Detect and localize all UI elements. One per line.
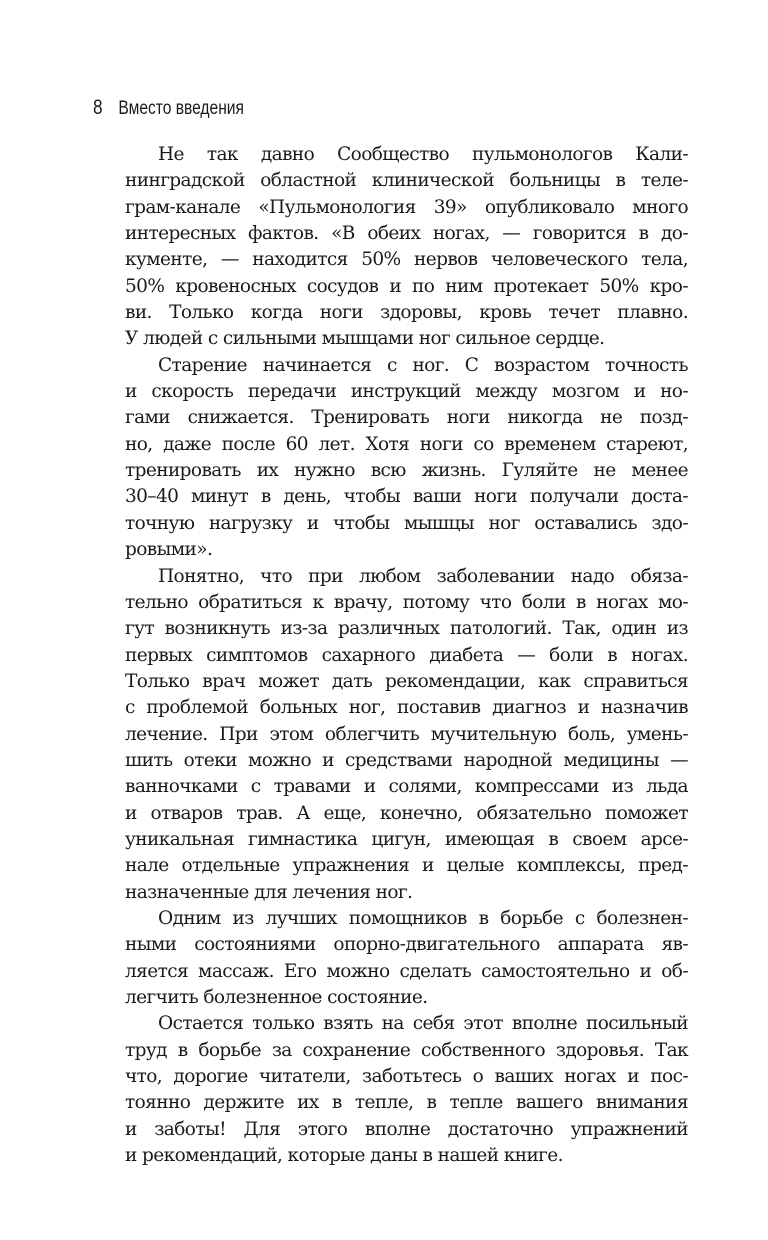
text-line: гут возникнуть из-за различных патологий. Так, один из <box>125 618 688 640</box>
text-line: ляется массаж. Его можно сделать самостоятельно и об- <box>125 960 688 982</box>
text-line: Старение начинается с ног. С возрастом точность <box>158 354 688 376</box>
text-line: Не так давно Сообщество пульмонологов Кали- <box>158 144 688 165</box>
paragraph <box>125 142 688 353</box>
text-line: но, даже после 60 лет. Хотя ноги со временем стареют, <box>125 433 688 455</box>
page-number: 8 <box>93 96 103 119</box>
text-line: грам-канале «Пульмонология 39» опубликовало много <box>125 196 688 218</box>
text-line: интересных фактов. «В обеих ногах, — говорится в до- <box>125 223 688 245</box>
text-line: лечение. При этом облегчить мучительную боль, умень- <box>125 723 688 745</box>
text-line: Одним из лучших помощников в борьбе с болезнен- <box>158 907 688 929</box>
text-line: точную нагрузку и чтобы мышцы ног оставались здо- <box>125 512 688 534</box>
paragraph <box>125 1011 688 1169</box>
text-line: тоянно держите их в тепле, в тепле вашего внимания <box>125 1092 688 1114</box>
text-line: 50% кровеносных сосудов и по ним протекает 50% кро- <box>125 275 688 297</box>
body-text <box>125 142 688 1169</box>
section-title: Вместо введения <box>118 98 244 119</box>
text-line: с проблемой больных ног, поставив диагноз и назначив <box>125 697 688 719</box>
text-line: Понятно, что при любом заболевании надо обяза- <box>158 565 688 587</box>
text-line: кументе, — находится 50% нервов человеческого тела, <box>125 249 688 271</box>
text-line: 30–40 минут в день, чтобы ваши ноги получали доста- <box>125 486 688 508</box>
paragraph <box>125 564 688 906</box>
text-line: и рекомендаций, которые даны в нашей книге. <box>125 1145 563 1167</box>
text-line: У людей с сильными мышцами ног сильное сердце. <box>125 328 605 350</box>
text-line: ви. Только когда ноги здоровы, кровь течет плавно. <box>125 302 688 324</box>
text-line: нинградской областной клинической больницы в теле- <box>125 170 688 192</box>
text-line: шить отеки можно и средствами народной медицины — <box>125 749 688 771</box>
text-line: легчить болезненное состояние. <box>125 987 428 1008</box>
text-line: что, дорогие читатели, заботьтесь о ваших ногах и пос- <box>125 1066 688 1088</box>
text-line: и скорость передачи инструкций между мозгом и но- <box>125 381 688 403</box>
text-line: труд в борьбе за сохранение собственного здоровья. Так <box>125 1039 688 1061</box>
running-header <box>93 96 244 120</box>
text-line: Остается только взять на себя этот вполне посильный <box>158 1013 688 1035</box>
text-line: ровыми». <box>125 539 213 561</box>
text-line: тельно обратиться к врачу, потому что боли в ногах мо- <box>125 591 688 613</box>
text-line: нале отдельные упражнения и целые комплексы, пред- <box>125 855 688 877</box>
text-line: тренировать их нужно всю жизнь. Гуляйте не менее <box>125 460 688 482</box>
text-line: ными состояниями опорно-двигательного аппарата яв- <box>125 934 688 956</box>
text-line: гами снижается. Тренировать ноги никогда не позд- <box>125 407 688 429</box>
paragraph <box>125 906 688 1011</box>
text-line: и заботы! Для этого вполне достаточно упражнений <box>125 1118 688 1140</box>
text-line: ванночками с травами и солями, компрессами из льда <box>125 776 688 798</box>
text-line: уникальная гимнастика цигун, имеющая в своем арсе- <box>125 828 688 850</box>
text-line: и отваров трав. А еще, конечно, обязательно поможет <box>125 802 688 824</box>
text-line: Только врач может дать рекомендации, как справиться <box>125 670 688 692</box>
paragraph <box>125 353 688 564</box>
text-line: первых симптомов сахарного диабета — боли в ногах. <box>125 644 688 666</box>
text-line: назначенные для лечения ног. <box>125 881 413 903</box>
